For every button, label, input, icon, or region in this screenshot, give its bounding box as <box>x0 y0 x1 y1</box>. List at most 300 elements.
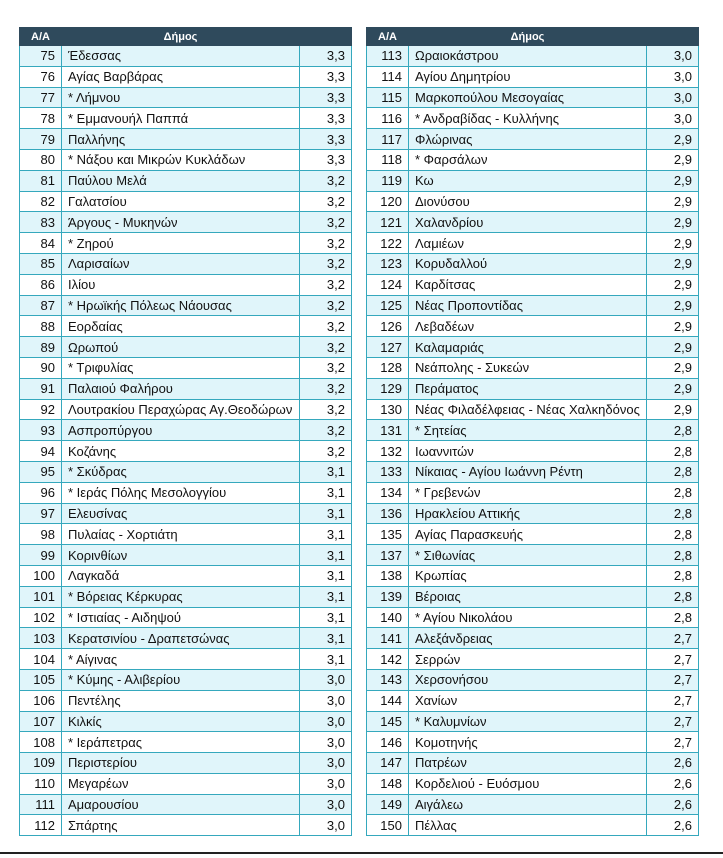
rank-cell: 115 <box>367 87 409 108</box>
table-row <box>20 170 352 191</box>
rank-cell: 88 <box>20 316 62 337</box>
municipality-cell: Βέροιας <box>409 586 647 607</box>
table-row <box>367 773 699 794</box>
rank-cell: 139 <box>367 586 409 607</box>
rank-cell: 104 <box>20 649 62 670</box>
rank-cell: 100 <box>20 565 62 586</box>
rank-cell: 129 <box>367 378 409 399</box>
municipality-cell: Φλώρινας <box>409 129 647 150</box>
value-cell: 2,6 <box>647 815 699 836</box>
value-cell: 2,6 <box>647 794 699 815</box>
municipality-cell: Πυλαίας - Χορτιάτη <box>62 524 300 545</box>
municipality-cell: * Φαρσάλων <box>409 149 647 170</box>
table-row <box>367 66 699 87</box>
rank-cell: 82 <box>20 191 62 212</box>
municipality-cell: * Ηρωϊκής Πόλεως Νάουσας <box>62 295 300 316</box>
table-row <box>367 753 699 774</box>
value-cell: 3,3 <box>300 129 352 150</box>
rank-cell: 101 <box>20 586 62 607</box>
table-row <box>20 108 352 129</box>
municipality-header: Δήμος <box>409 28 647 46</box>
municipality-cell: Νεάπολης - Συκεών <box>409 357 647 378</box>
municipality-cell: Παλαιού Φαλήρου <box>62 378 300 399</box>
rank-cell: 76 <box>20 66 62 87</box>
municipality-cell: Ιωαννιτών <box>409 441 647 462</box>
table-body-left <box>20 46 352 836</box>
value-cell: 3,2 <box>300 420 352 441</box>
municipality-cell: * Σκύδρας <box>62 461 300 482</box>
municipality-cell: Νέας Προποντίδας <box>409 295 647 316</box>
rank-cell: 135 <box>367 524 409 545</box>
table-row <box>367 586 699 607</box>
table-row <box>20 524 352 545</box>
table-row <box>20 420 352 441</box>
rank-cell: 106 <box>20 690 62 711</box>
value-cell: 3,0 <box>300 794 352 815</box>
table-row <box>367 649 699 670</box>
rank-cell: 148 <box>367 773 409 794</box>
rank-cell: 84 <box>20 233 62 254</box>
value-cell: 3,0 <box>647 87 699 108</box>
table-row <box>367 149 699 170</box>
value-cell: 2,8 <box>647 482 699 503</box>
bottom-divider <box>0 852 723 854</box>
value-cell: 2,8 <box>647 545 699 566</box>
rank-cell: 131 <box>367 420 409 441</box>
value-cell: 3,2 <box>300 212 352 233</box>
rank-cell: 108 <box>20 732 62 753</box>
municipality-cell: Εορδαίας <box>62 316 300 337</box>
municipality-cell: * Καλυμνίων <box>409 711 647 732</box>
value-cell: 3,0 <box>300 815 352 836</box>
table-row <box>20 66 352 87</box>
municipality-cell: Παύλου Μελά <box>62 170 300 191</box>
rank-cell: 133 <box>367 461 409 482</box>
table-row <box>20 482 352 503</box>
rank-cell: 146 <box>367 732 409 753</box>
table-row <box>20 794 352 815</box>
table-row <box>367 732 699 753</box>
table-row <box>367 669 699 690</box>
table-row <box>367 503 699 524</box>
rank-cell: 138 <box>367 565 409 586</box>
table-row <box>20 607 352 628</box>
value-cell: 2,9 <box>647 149 699 170</box>
municipality-cell: Λαρισαίων <box>62 253 300 274</box>
municipality-header: Δήμος <box>62 28 300 46</box>
table-row <box>20 773 352 794</box>
rank-cell: 91 <box>20 378 62 399</box>
table-row <box>20 149 352 170</box>
table-row <box>367 378 699 399</box>
municipality-cell: * Ζηρού <box>62 233 300 254</box>
rank-cell: 107 <box>20 711 62 732</box>
rank-cell: 95 <box>20 461 62 482</box>
table-row <box>20 253 352 274</box>
table-row <box>20 357 352 378</box>
rank-cell: 149 <box>367 794 409 815</box>
municipality-cell: Ηρακλείου Αττικής <box>409 503 647 524</box>
value-cell: 3,2 <box>300 378 352 399</box>
value-cell: 3,0 <box>647 108 699 129</box>
table-row <box>20 233 352 254</box>
table-row <box>20 87 352 108</box>
value-cell: 3,1 <box>300 524 352 545</box>
value-cell: 3,1 <box>300 482 352 503</box>
municipality-cell: Αιγάλεω <box>409 794 647 815</box>
table-row <box>367 482 699 503</box>
rank-cell: 142 <box>367 649 409 670</box>
table-row <box>20 753 352 774</box>
rank-cell: 96 <box>20 482 62 503</box>
table-row <box>20 212 352 233</box>
municipality-cell: * Λήμνου <box>62 87 300 108</box>
rank-cell: 98 <box>20 524 62 545</box>
table-row <box>367 794 699 815</box>
rank-cell: 81 <box>20 170 62 191</box>
table-row <box>367 108 699 129</box>
municipality-cell: Κω <box>409 170 647 191</box>
rank-cell: 140 <box>367 607 409 628</box>
table-row <box>20 461 352 482</box>
table-row <box>20 586 352 607</box>
ranking-table-left <box>19 27 352 836</box>
table-row <box>20 649 352 670</box>
value-cell: 3,1 <box>300 628 352 649</box>
rank-cell: 147 <box>367 753 409 774</box>
rank-cell: 102 <box>20 607 62 628</box>
rank-cell: 89 <box>20 337 62 358</box>
rank-cell: 116 <box>367 108 409 129</box>
value-cell: 2,6 <box>647 773 699 794</box>
rank-header: Α/Α <box>20 28 62 46</box>
municipality-cell: Αλεξάνδρειας <box>409 628 647 649</box>
value-cell: 2,7 <box>647 732 699 753</box>
municipality-cell: Ασπροπύργου <box>62 420 300 441</box>
table-row <box>20 399 352 420</box>
value-cell: 3,1 <box>300 649 352 670</box>
municipality-cell: Κρωπίας <box>409 565 647 586</box>
value-cell: 3,3 <box>300 87 352 108</box>
municipality-cell: Λαγκαδά <box>62 565 300 586</box>
municipality-cell: Χερσονήσου <box>409 669 647 690</box>
municipality-cell: Αγίας Παρασκευής <box>409 524 647 545</box>
table-row <box>367 441 699 462</box>
municipality-cell: Πέλλας <box>409 815 647 836</box>
value-cell: 3,2 <box>300 316 352 337</box>
value-cell: 2,9 <box>647 129 699 150</box>
value-cell: 2,9 <box>647 191 699 212</box>
table-row <box>20 316 352 337</box>
rank-cell: 87 <box>20 295 62 316</box>
value-cell: 2,7 <box>647 628 699 649</box>
rank-cell: 77 <box>20 87 62 108</box>
table-row <box>367 565 699 586</box>
table-row <box>20 815 352 836</box>
value-cell: 2,9 <box>647 357 699 378</box>
value-cell: 2,9 <box>647 212 699 233</box>
table-row <box>20 337 352 358</box>
value-cell: 3,0 <box>647 66 699 87</box>
table-row <box>367 170 699 191</box>
municipality-cell: Σερρών <box>409 649 647 670</box>
table-row <box>20 274 352 295</box>
value-cell: 3,3 <box>300 46 352 67</box>
value-cell: 3,0 <box>300 669 352 690</box>
value-cell: 3,2 <box>300 295 352 316</box>
table-row <box>367 191 699 212</box>
rank-cell: 150 <box>367 815 409 836</box>
value-cell: 2,7 <box>647 711 699 732</box>
municipality-cell: * Νάξου και Μικρών Κυκλάδων <box>62 149 300 170</box>
table-body-right <box>367 46 699 836</box>
value-cell: 3,0 <box>647 46 699 67</box>
value-cell: 2,8 <box>647 524 699 545</box>
municipality-cell: Μαρκοπούλου Μεσογαίας <box>409 87 647 108</box>
municipality-cell: Κιλκίς <box>62 711 300 732</box>
rank-cell: 85 <box>20 253 62 274</box>
value-cell: 3,0 <box>300 753 352 774</box>
value-cell: 2,8 <box>647 565 699 586</box>
rank-cell: 128 <box>367 357 409 378</box>
rank-cell: 144 <box>367 690 409 711</box>
table-row <box>367 87 699 108</box>
municipality-cell: Περάματος <box>409 378 647 399</box>
municipality-cell: Σπάρτης <box>62 815 300 836</box>
value-header <box>300 28 352 46</box>
table-row <box>367 316 699 337</box>
table-row <box>367 815 699 836</box>
rank-cell: 103 <box>20 628 62 649</box>
value-cell: 2,8 <box>647 607 699 628</box>
value-cell: 2,8 <box>647 441 699 462</box>
table-row <box>20 503 352 524</box>
municipality-cell: Κορινθίων <box>62 545 300 566</box>
rank-cell: 86 <box>20 274 62 295</box>
municipality-cell: Ελευσίνας <box>62 503 300 524</box>
table-row <box>20 545 352 566</box>
value-cell: 3,1 <box>300 586 352 607</box>
value-cell: 2,9 <box>647 170 699 191</box>
municipality-cell: Χαλανδρίου <box>409 212 647 233</box>
municipality-cell: * Βόρειας Κέρκυρας <box>62 586 300 607</box>
rank-cell: 123 <box>367 253 409 274</box>
value-cell: 2,7 <box>647 669 699 690</box>
municipality-cell: * Τριφυλίας <box>62 357 300 378</box>
table-row <box>367 233 699 254</box>
municipality-cell: Κορδελιού - Ευόσμου <box>409 773 647 794</box>
value-cell: 3,2 <box>300 337 352 358</box>
municipality-cell: Άργους - Μυκηνών <box>62 212 300 233</box>
municipality-cell: * Γρεβενών <box>409 482 647 503</box>
table-row <box>367 545 699 566</box>
table-row <box>367 399 699 420</box>
municipality-cell: Αγίου Δημητρίου <box>409 66 647 87</box>
rank-cell: 145 <box>367 711 409 732</box>
municipality-cell: * Αίγινας <box>62 649 300 670</box>
table-row <box>20 46 352 67</box>
municipality-cell: * Ιεράς Πόλης Μεσολογγίου <box>62 482 300 503</box>
rank-cell: 143 <box>367 669 409 690</box>
value-cell: 3,1 <box>300 461 352 482</box>
value-cell: 2,9 <box>647 316 699 337</box>
value-cell: 3,0 <box>300 690 352 711</box>
rank-cell: 122 <box>367 233 409 254</box>
value-cell: 3,1 <box>300 503 352 524</box>
value-cell: 2,6 <box>647 753 699 774</box>
header-row <box>20 28 352 46</box>
value-cell: 2,7 <box>647 649 699 670</box>
value-cell: 3,1 <box>300 545 352 566</box>
municipality-cell: Ωραιοκάστρου <box>409 46 647 67</box>
municipality-cell: Έδεσσας <box>62 46 300 67</box>
rank-cell: 114 <box>367 66 409 87</box>
municipality-cell: * Εμμανουήλ Παππά <box>62 108 300 129</box>
value-cell: 3,0 <box>300 711 352 732</box>
value-cell: 3,2 <box>300 357 352 378</box>
rank-cell: 80 <box>20 149 62 170</box>
rank-cell: 141 <box>367 628 409 649</box>
table-row <box>367 461 699 482</box>
rank-cell: 94 <box>20 441 62 462</box>
value-cell: 3,3 <box>300 66 352 87</box>
rank-cell: 124 <box>367 274 409 295</box>
value-cell: 2,9 <box>647 399 699 420</box>
municipality-cell: Χανίων <box>409 690 647 711</box>
table-row <box>20 732 352 753</box>
table-row <box>367 253 699 274</box>
rank-cell: 111 <box>20 794 62 815</box>
value-cell: 2,8 <box>647 503 699 524</box>
rank-cell: 121 <box>367 212 409 233</box>
table-row <box>20 669 352 690</box>
municipality-cell: Αγίας Βαρβάρας <box>62 66 300 87</box>
municipality-cell: Μεγαρέων <box>62 773 300 794</box>
municipality-cell: * Ανδραβίδας - Κυλλήνης <box>409 108 647 129</box>
municipality-cell: Πατρέων <box>409 753 647 774</box>
header-row <box>367 28 699 46</box>
table-row <box>367 420 699 441</box>
value-cell: 3,2 <box>300 274 352 295</box>
municipality-cell: Νίκαιας - Αγίου Ιωάννη Ρέντη <box>409 461 647 482</box>
municipality-cell: Κορυδαλλού <box>409 253 647 274</box>
value-cell: 3,2 <box>300 191 352 212</box>
municipality-cell: Κερατσινίου - Δραπετσώνας <box>62 628 300 649</box>
value-cell: 2,7 <box>647 690 699 711</box>
municipality-cell: Αμαρουσίου <box>62 794 300 815</box>
rank-cell: 92 <box>20 399 62 420</box>
table-row <box>367 295 699 316</box>
table-row <box>367 129 699 150</box>
municipality-cell: Λεβαδέων <box>409 316 647 337</box>
value-cell: 2,9 <box>647 253 699 274</box>
value-cell: 3,2 <box>300 441 352 462</box>
rank-cell: 110 <box>20 773 62 794</box>
rank-cell: 137 <box>367 545 409 566</box>
value-cell: 2,9 <box>647 233 699 254</box>
rank-cell: 93 <box>20 420 62 441</box>
rank-cell: 78 <box>20 108 62 129</box>
municipality-cell: * Κύμης - Αλιβερίου <box>62 669 300 690</box>
rank-cell: 112 <box>20 815 62 836</box>
table-row <box>367 46 699 67</box>
value-cell: 3,2 <box>300 233 352 254</box>
table-row <box>20 129 352 150</box>
value-cell: 2,8 <box>647 586 699 607</box>
ranking-table-right <box>366 27 699 836</box>
municipality-cell: Περιστερίου <box>62 753 300 774</box>
municipality-cell: Λουτρακίου Περαχώρας Αγ.Θεοδώρων <box>62 399 300 420</box>
value-cell: 2,8 <box>647 420 699 441</box>
rank-cell: 105 <box>20 669 62 690</box>
table-row <box>367 337 699 358</box>
municipality-cell: Διονύσου <box>409 191 647 212</box>
value-cell: 2,9 <box>647 337 699 358</box>
rank-cell: 125 <box>367 295 409 316</box>
value-cell: 3,1 <box>300 565 352 586</box>
table-row <box>367 212 699 233</box>
table-row <box>367 690 699 711</box>
table-row <box>367 274 699 295</box>
value-cell: 3,3 <box>300 149 352 170</box>
rank-cell: 119 <box>367 170 409 191</box>
rank-cell: 130 <box>367 399 409 420</box>
table-row <box>20 628 352 649</box>
municipality-cell: * Ιστιαίας - Αιδηψού <box>62 607 300 628</box>
table-row <box>20 295 352 316</box>
value-cell: 3,0 <box>300 732 352 753</box>
table-row <box>367 524 699 545</box>
rank-cell: 99 <box>20 545 62 566</box>
municipality-cell: Παλλήνης <box>62 129 300 150</box>
municipality-cell: Γαλατσίου <box>62 191 300 212</box>
value-cell: 3,2 <box>300 399 352 420</box>
table-row <box>367 711 699 732</box>
municipality-cell: * Αγίου Νικολάου <box>409 607 647 628</box>
municipality-cell: Νέας Φιλαδέλφειας - Νέας Χαλκηδόνος <box>409 399 647 420</box>
value-cell: 2,9 <box>647 274 699 295</box>
municipality-cell: Ωρωπού <box>62 337 300 358</box>
municipality-cell: * Σητείας <box>409 420 647 441</box>
value-cell: 2,8 <box>647 461 699 482</box>
table-row <box>20 378 352 399</box>
rank-cell: 132 <box>367 441 409 462</box>
municipality-cell: Πεντέλης <box>62 690 300 711</box>
rank-cell: 109 <box>20 753 62 774</box>
municipality-cell: Ιλίου <box>62 274 300 295</box>
municipality-cell: * Σιθωνίας <box>409 545 647 566</box>
rank-cell: 83 <box>20 212 62 233</box>
rank-cell: 79 <box>20 129 62 150</box>
rank-cell: 136 <box>367 503 409 524</box>
table-row <box>20 441 352 462</box>
rank-cell: 118 <box>367 149 409 170</box>
rank-cell: 134 <box>367 482 409 503</box>
value-cell: 3,0 <box>300 773 352 794</box>
table-row <box>20 191 352 212</box>
municipality-cell: Λαμιέων <box>409 233 647 254</box>
municipality-cell: * Ιεράπετρας <box>62 732 300 753</box>
value-cell: 2,9 <box>647 378 699 399</box>
rank-cell: 127 <box>367 337 409 358</box>
table-row <box>20 565 352 586</box>
value-cell: 3,2 <box>300 170 352 191</box>
value-header <box>647 28 699 46</box>
municipality-cell: Καρδίτσας <box>409 274 647 295</box>
municipality-cell: Καλαμαριάς <box>409 337 647 358</box>
value-cell: 3,2 <box>300 253 352 274</box>
table-row <box>367 628 699 649</box>
